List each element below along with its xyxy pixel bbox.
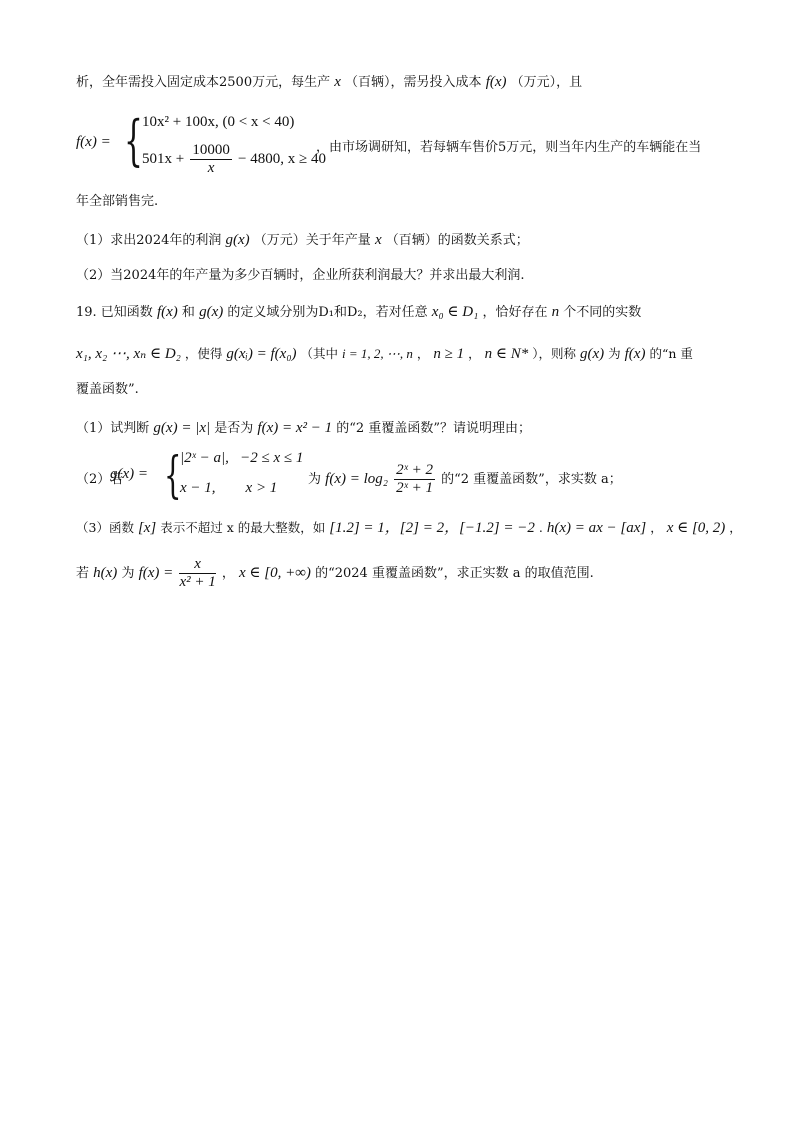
text: 表示不超过 x 的最大整数，如 xyxy=(160,520,326,535)
q19-part-3-line-1 xyxy=(76,518,742,538)
text: 的“n 重 xyxy=(649,346,693,361)
piece-row-2: x − 1, x > 1 xyxy=(180,480,278,496)
intro-line-3: 年全部销售完. xyxy=(76,194,159,209)
text: （百辆）的函数关系式； xyxy=(385,233,529,248)
fraction xyxy=(179,556,215,591)
math: h(x) = ax − [ax] xyxy=(546,520,647,536)
text: （万元），且 xyxy=(510,75,583,90)
frac-num: 2ˣ + 2 xyxy=(396,462,433,478)
text: 为 xyxy=(608,346,621,361)
text: （其中 xyxy=(300,346,339,361)
text: （万元）关于年产量 xyxy=(253,233,371,248)
math: n ≥ 1 xyxy=(433,346,465,362)
text: 个不同的实数 xyxy=(563,305,642,320)
math: f(x) = xyxy=(138,565,174,581)
text: 是否为 xyxy=(214,421,254,436)
math: f(x) = log₂ xyxy=(325,471,388,487)
text: 若 xyxy=(76,566,90,581)
text: 的“2 重覆盖函数”，求实数 a； xyxy=(441,472,622,487)
piece2-a: 501x + xyxy=(142,151,185,167)
math-fx: f(x) xyxy=(485,74,507,90)
math: x ∈ [0, +∞) xyxy=(239,565,311,581)
text: 的定义域分别为D₁和D₂，若对任意 xyxy=(227,305,428,320)
text: 的“2024 重覆盖函数”，求正实数 a 的取值范围. xyxy=(315,566,594,581)
part-2-tail xyxy=(308,462,622,497)
frac-den: x² + 1 xyxy=(179,574,216,590)
q18-part-2: （2）当2024年的年产量为多少百辆时，企业所获利润最大？并求出最大利润. xyxy=(76,268,525,283)
text: 为 xyxy=(308,472,322,487)
q18-part-1 xyxy=(76,230,734,251)
q19-line-2 xyxy=(76,344,734,364)
q19-part-1 xyxy=(76,418,734,439)
piece-row-1: |2ˣ − a|, −2 ≤ x ≤ 1 xyxy=(180,450,304,466)
math: x ∈ [0, 2) xyxy=(666,520,726,536)
math: g(x) = xyxy=(110,466,149,482)
text: ， xyxy=(650,520,663,535)
text: ， xyxy=(221,566,235,581)
frac-den: x xyxy=(207,160,215,176)
text: 19. 已知函数 xyxy=(76,305,153,320)
q19-line-1 xyxy=(76,302,734,323)
math: [1.2] = 1，[2] = 2，[−1.2] = −2 xyxy=(329,520,535,536)
math: x₁, x₂ ⋯, xₙ ∈ D₂ xyxy=(76,346,181,362)
left-brace-icon: { xyxy=(124,109,143,172)
text: ，由市场调研知，若每辆车售价5万元，则当年内生产的车辆能在当 xyxy=(316,140,702,155)
math-x: x xyxy=(374,232,382,248)
math: h(x) xyxy=(93,565,118,581)
text: （1）试判断 xyxy=(76,421,150,436)
left-brace-icon: { xyxy=(164,446,182,504)
text: 为 xyxy=(121,566,135,581)
piece-row-2 xyxy=(142,142,326,177)
q19-part-3-line-2 xyxy=(76,556,734,591)
math-x: x xyxy=(334,74,341,90)
math: n ∈ N* xyxy=(484,346,529,362)
text: ， xyxy=(729,520,742,535)
text: （3）函数 xyxy=(76,520,134,535)
fraction xyxy=(190,142,232,177)
q19-line-3: 覆盖函数”. xyxy=(76,382,139,397)
math: i = 1, 2, ⋯, n xyxy=(342,346,413,361)
math: g(xᵢ) = f(x₀) xyxy=(226,346,297,362)
math: [x] xyxy=(137,520,157,536)
piece-lhs: f(x) = xyxy=(76,134,111,150)
frac-den: 2ˣ + 1 xyxy=(396,480,433,496)
piece2-b: − 4800, x ≥ 40 xyxy=(238,151,326,167)
math: g(x) xyxy=(579,346,605,362)
math: g(x) xyxy=(199,304,224,320)
math: g(x) = |x| xyxy=(153,420,211,436)
text: 和 xyxy=(181,305,195,320)
text: ，恰好存在 xyxy=(482,305,548,320)
text: . xyxy=(538,520,547,535)
math: f(x) xyxy=(624,346,646,362)
text: 析，全年需投入固定成本2500万元，每生产 xyxy=(76,75,331,90)
piecewise-cost xyxy=(76,109,736,182)
frac-num: 10000 xyxy=(192,142,230,158)
frac-num: x xyxy=(179,556,215,574)
q19-part-2 xyxy=(76,448,736,508)
text: （百辆），需另投入成本 xyxy=(345,75,482,90)
text: ），则称 xyxy=(532,346,576,361)
text: ，使得 xyxy=(184,346,223,361)
text: ， xyxy=(416,346,430,361)
text: （2）若 xyxy=(76,472,124,487)
math-gx: g(x) xyxy=(225,232,250,248)
math: f(x) xyxy=(156,304,178,320)
text: ， xyxy=(468,346,481,361)
intro-line-1 xyxy=(76,72,734,93)
math: x₀ ∈ D₁ xyxy=(431,304,479,320)
piece-row-1: 10x² + 100x, (0 < x < 40) xyxy=(142,114,295,130)
text: 的“2 重覆盖函数”？请说明理由； xyxy=(336,421,531,436)
text: （1）求出2024年的利润 xyxy=(76,233,222,248)
math: n xyxy=(551,304,560,320)
fraction xyxy=(394,462,435,497)
math: f(x) = x² − 1 xyxy=(257,420,333,436)
